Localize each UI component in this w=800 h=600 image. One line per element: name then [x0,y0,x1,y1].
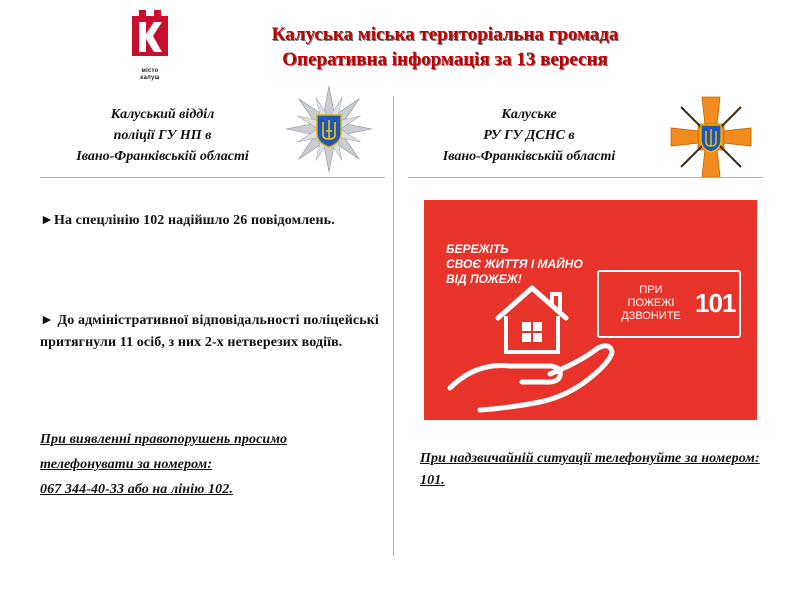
police-appeal-line1: При виявленні правопорушень просимо [40,432,288,447]
poster-call-box [597,270,741,338]
logo-k-icon [126,8,174,68]
poster-call-label [611,284,691,323]
police-star-icon [284,84,374,174]
poster-call-line1: ПРИ [639,284,663,296]
title-line-2: Оперативна інформація за 13 вересня [282,49,608,70]
dsns-org-name [405,104,653,167]
column-divider [393,96,394,556]
poster-call-number: 101 [695,288,736,318]
police-phone: 067 344-40-33 або на лінію 102. [40,482,233,497]
page-title [180,22,710,72]
title-line-1: Калуська міська територіальна громада [271,24,619,45]
dsns-org-line2: РУ ГУ ДСНС в [483,128,575,143]
police-org-line3: Івано-Франківській області [76,149,249,164]
report-calls: ►На спецлінію 102 надійшло 26 повідомлень. [40,213,335,228]
dsns-emblem-icon [668,94,754,180]
police-org-line2: поліції ГУ НП в [113,128,212,143]
poster-call-line2: ПОЖЕЖІ [627,297,675,309]
dsns-org-line3: Івано-Франківській області [442,149,616,164]
logo-caption-line2: калуш [140,75,160,81]
police-header-rule [40,177,385,178]
dsns-header-rule [408,177,763,178]
dsns-appeal: При надзвичайній ситуації телефонуйте за номером: 101. [420,451,760,488]
police-org-name [40,104,285,167]
poster-slogan-line3: ВІД ПОЖЕЖ! [446,272,522,286]
logo-caption-line1: місто [141,68,159,74]
poster-slogan-line2: СВОЄ ЖИТТЯ І МАЙНО [446,257,583,271]
house-in-hand-icon [440,270,620,420]
police-appeal [40,428,385,501]
poster-call-line3: ДЗВОНИТЕ [621,310,681,322]
police-appeal-line2: телефонувати за номером: [40,457,213,472]
poster-slogan-line1: БЕРЕЖІТЬ [446,242,509,256]
report-drivers: ► До адміністративної відповідальності поліцейські притягнули 11 осіб, з них 2-х нетверезих водіїв. [40,313,379,350]
fire-safety-poster [424,200,757,420]
dsns-org-line1: Калуське [501,107,557,122]
city-logo [126,8,174,88]
police-org-line1: Калуський відділ [110,107,215,122]
